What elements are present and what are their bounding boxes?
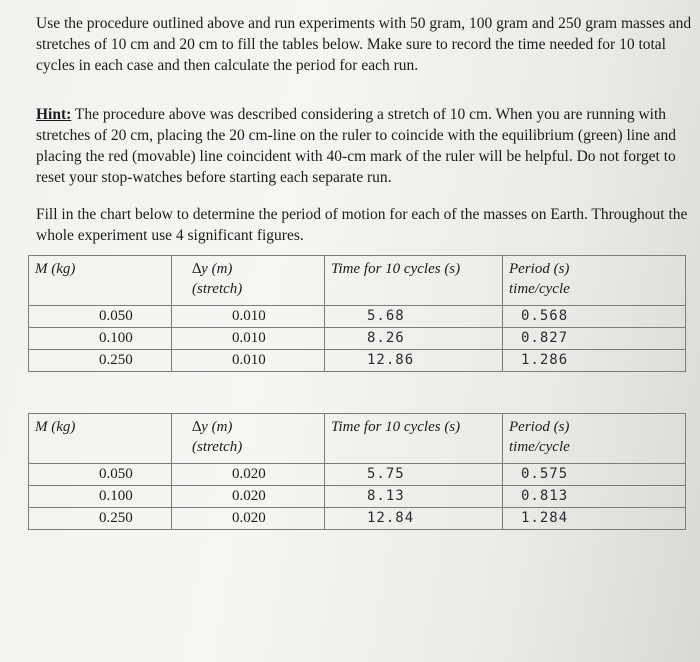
header-time: Time for 10 cycles (s) bbox=[325, 414, 503, 464]
period-input-cell[interactable]: 0.575 bbox=[503, 464, 686, 486]
time-input-cell[interactable]: 12.84 bbox=[325, 508, 503, 530]
mass-cell: 0.100 bbox=[29, 486, 172, 508]
header-period bbox=[503, 256, 686, 306]
mass-cell: 0.050 bbox=[29, 464, 172, 486]
table-row bbox=[29, 328, 686, 350]
header-stretch-line1: ∆y (m) bbox=[192, 419, 233, 435]
intro-paragraph: Use the procedure outlined above and run experiments with 50 gram, 100 gram and 250 gram masses and stretches of 10 cm and 20 cm to fill the tables below. Make sure to record the time needed for 10 total cycles in each case and then calculate the period for each run. bbox=[36, 15, 692, 74]
stretch-cell: 0.010 bbox=[172, 350, 325, 372]
header-stretch-line2: (stretch) bbox=[192, 439, 243, 455]
instructions-paragraph: Fill in the chart below to determine the period of motion for each of the masses on Earth. Throughout the whole experiment use 4 significant figures. bbox=[36, 206, 688, 244]
stretch-cell: 0.020 bbox=[172, 464, 325, 486]
mass-cell: 0.250 bbox=[29, 350, 172, 372]
mass-cell: 0.100 bbox=[29, 328, 172, 350]
time-input-cell[interactable]: 5.75 bbox=[325, 464, 503, 486]
time-input-cell[interactable]: 8.13 bbox=[325, 486, 503, 508]
header-stretch bbox=[172, 256, 325, 306]
header-stretch bbox=[172, 414, 325, 464]
hint-label: Hint: bbox=[36, 106, 72, 123]
header-stretch-line2: (stretch) bbox=[192, 281, 243, 297]
table-row bbox=[29, 464, 686, 486]
stretch-cell: 0.020 bbox=[172, 486, 325, 508]
period-input-cell[interactable]: 1.286 bbox=[503, 350, 686, 372]
header-period-line1: Period (s) bbox=[509, 261, 570, 277]
header-mass: M (kg) bbox=[29, 256, 172, 306]
header-period-line2: time/cycle bbox=[509, 281, 570, 297]
period-table-20cm bbox=[28, 413, 686, 530]
mass-cell: 0.250 bbox=[29, 508, 172, 530]
period-input-cell[interactable]: 1.284 bbox=[503, 508, 686, 530]
header-mass: M (kg) bbox=[29, 414, 172, 464]
header-time: Time for 10 cycles (s) bbox=[325, 256, 503, 306]
period-input-cell[interactable]: 0.568 bbox=[503, 306, 686, 328]
table-row bbox=[29, 486, 686, 508]
table-header-row bbox=[29, 414, 686, 464]
header-stretch-line1: ∆y (m) bbox=[192, 261, 233, 277]
table-row bbox=[29, 350, 686, 372]
header-period-line1: Period (s) bbox=[509, 419, 570, 435]
stretch-cell: 0.020 bbox=[172, 508, 325, 530]
time-input-cell[interactable]: 8.26 bbox=[325, 328, 503, 350]
table-row bbox=[29, 306, 686, 328]
header-period bbox=[503, 414, 686, 464]
mass-cell: 0.050 bbox=[29, 306, 172, 328]
time-input-cell[interactable]: 5.68 bbox=[325, 306, 503, 328]
stretch-cell: 0.010 bbox=[172, 328, 325, 350]
hint-text: The procedure above was described considering a stretch of 10 cm. When you are running with stretches of 20 cm, placing the 20 cm-line on the ruler to coincide with the equilibrium (green) line and placing the red (movable) line coincident with 40-cm mark of the ruler will be helpful. Do not forget to reset your stop-watches before starting each separate run. bbox=[36, 106, 677, 186]
period-input-cell[interactable]: 0.813 bbox=[503, 486, 686, 508]
period-table-10cm bbox=[28, 255, 686, 372]
period-input-cell[interactable]: 0.827 bbox=[503, 328, 686, 350]
time-input-cell[interactable]: 12.86 bbox=[325, 350, 503, 372]
table-header-row bbox=[29, 256, 686, 306]
stretch-cell: 0.010 bbox=[172, 306, 325, 328]
table-row bbox=[29, 508, 686, 530]
header-period-line2: time/cycle bbox=[509, 439, 570, 455]
hint-paragraph bbox=[36, 104, 696, 188]
